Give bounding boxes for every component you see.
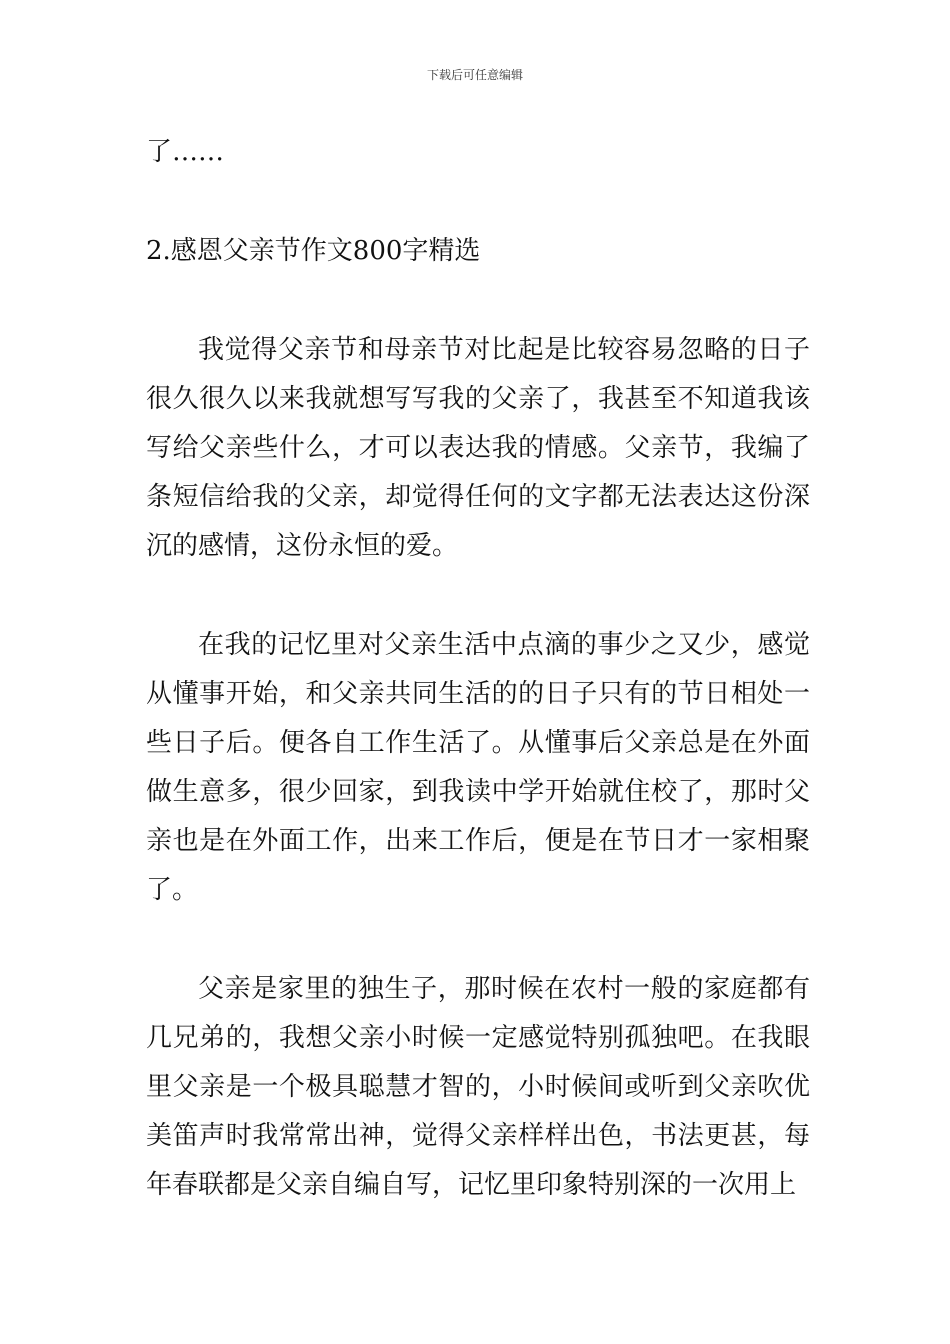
section-heading: 2.感恩父亲节作文800字精选: [146, 236, 481, 266]
paragraph-3: 父亲是家里的独生子，那时候在农村一般的家庭都有几兄弟的，我想父亲小时候一定感觉特别孤独吧。在我眼里父亲是一个极具聪慧才智的，小时候间或听到父亲吹优美笛声时我常常出神，觉得父亲样样出色，书法更甚，每年春联都是父亲自编自写，记忆里印象特别深的一次用上: [146, 974, 810, 1200]
page-header-note: 下载后可任意编辑: [426, 68, 523, 82]
document-body: [146, 128, 810, 1210]
continuation-text: 了……: [146, 137, 225, 167]
paragraph-1: 我觉得父亲节和母亲节对比起是比较容易忽略的日子很久很久以来我就想写写我的父亲了，我甚至不知道我该写给父亲些什么，才可以表达我的情感。父亲节，我编了条短信给我的父亲，却觉得任何的文字都无法表达这份深沉的感情，这份永恒的爱。: [146, 335, 810, 561]
paragraph-2: 在我的记忆里对父亲生活中点滴的事少之又少，感觉从懂事开始，和父亲共同生活的的日子只有的节日相处一些日子后。便各自工作生活了。从懂事后父亲总是在外面做生意多，很少回家，到我读中学开始就住校了，那时父亲也是在外面工作，出来工作后，便是在节日才一家相聚了。: [146, 630, 810, 905]
